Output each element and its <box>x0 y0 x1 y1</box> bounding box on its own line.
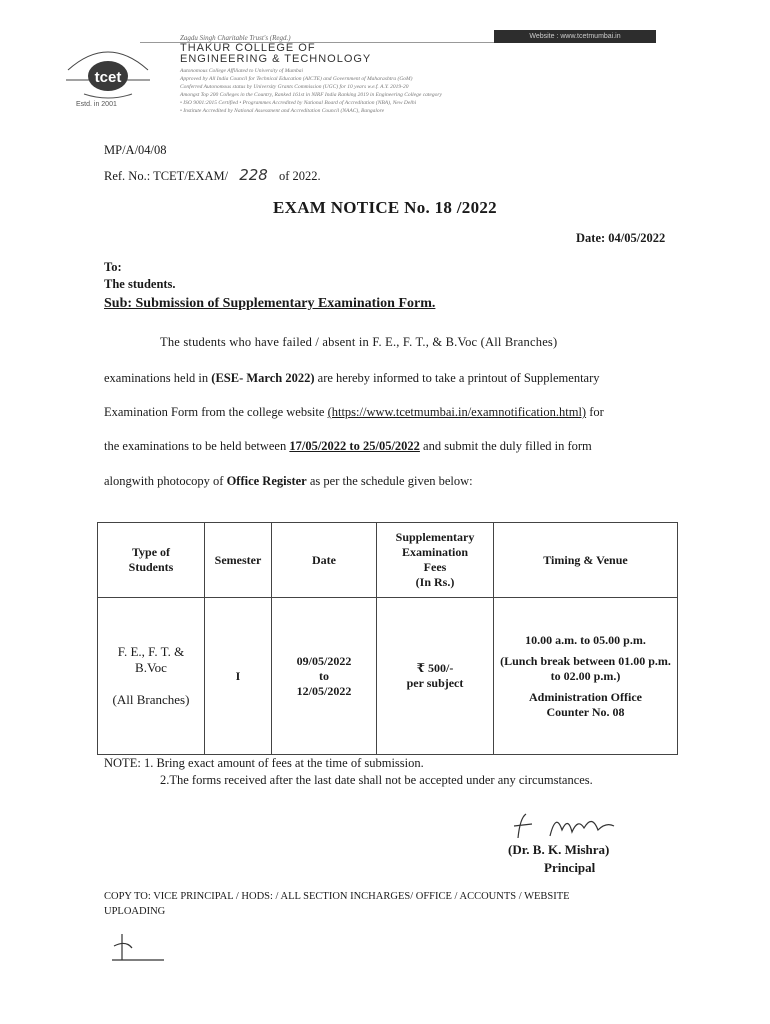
header-text: Supplementary <box>395 530 475 544</box>
cell-text: 09/05/2022 <box>296 653 352 668</box>
header-text: Students <box>128 560 174 574</box>
cell-text: to <box>319 668 329 683</box>
signatory-designation: Principal <box>544 860 596 875</box>
venue-text: Administration Office <box>529 689 642 704</box>
body-line-1: The students who have failed / absent in F. E., F. T., & B.Voc (All Branches) <box>160 335 558 349</box>
note-item-2: 2.The forms received after the last date shall not be accepted under any circumstances. <box>160 773 593 787</box>
body-line-2 <box>104 371 600 386</box>
initials-mark-icon <box>108 930 168 966</box>
college-logo <box>64 40 152 104</box>
timing-text: 10.00 a.m. to 05.00 p.m. <box>525 632 646 647</box>
exam-session: (ESE- March 2022) <box>211 371 315 385</box>
signatory-name: (Dr. B. K. Mishra) <box>508 842 610 857</box>
cell-text: F. E., F. T. & <box>117 644 185 659</box>
body-line-5 <box>104 474 473 489</box>
established-text: Estd. in 2001 <box>76 101 117 108</box>
cell-text: B.Voc <box>135 660 167 675</box>
header-type <box>98 523 205 598</box>
body-text: Examination Form from the college website <box>104 405 328 419</box>
cell-text: ₹ 500/- <box>416 661 454 675</box>
accreditation-line: • ISO 9001:2015 Certified • Programmes Accredited by National Board of Accreditation (NBA), New Delhi <box>180 100 417 106</box>
to-label: To: <box>104 260 122 274</box>
cell-semester: I <box>205 598 272 755</box>
subject-line: Sub: Submission of Supplementary Examination Form. <box>104 296 436 311</box>
cell-date <box>272 598 377 755</box>
website-bar: Website : www.tcetmumbai.in <box>494 30 656 43</box>
body-text: the examinations to be held between <box>104 439 290 453</box>
logo-text: tcet <box>94 69 122 86</box>
cell-fees <box>377 598 494 755</box>
recipient: The students. <box>104 277 176 291</box>
notice-title: EXAM NOTICE No. 18 /2022 <box>273 198 497 217</box>
lunch-text: (Lunch break between 01.00 p.m. to 02.00 p.m.) <box>500 653 671 683</box>
copy-to-line: COPY TO: VICE PRINCIPAL / HODS: / ALL SECTION INCHARGES/ OFFICE / ACCOUNTS / WEBSITE <box>104 891 570 902</box>
header-text: Examination <box>401 545 468 559</box>
note-item-1 <box>104 756 424 771</box>
college-name <box>180 43 371 65</box>
header-date: Date <box>272 523 377 598</box>
accreditation-line: Amongst Top 200 Colleges in the Country, Ranked 161st in NIRF India Ranking 2019 in Engineering College category <box>180 92 442 98</box>
body-line-3 <box>104 405 604 420</box>
cell-type <box>98 598 205 755</box>
body-text: and submit the duly filled in form <box>419 439 592 453</box>
accreditation-line: • Institute Accredited by National Assessment and Accreditation Council (NAAC), Bangalore <box>180 108 385 114</box>
cell-text: 12/05/2022 <box>296 683 352 698</box>
header-text: (In Rs.) <box>415 575 455 589</box>
notice-date: Date: 04/05/2022 <box>576 231 666 245</box>
body-line-4 <box>104 439 592 454</box>
reference-prefix: Ref. No.: TCET/EXAM/ <box>104 169 229 183</box>
document-code: MP/A/04/08 <box>104 143 167 157</box>
venue-text: Counter No. 08 <box>546 704 625 719</box>
note-text: 1. Bring exact amount of fees at the time of submission. <box>143 756 424 770</box>
copy-to-line: UPLOADING <box>104 906 166 917</box>
office-register: Office Register <box>226 474 307 488</box>
header-semester: Semester <box>205 523 272 598</box>
exam-dates: 17/05/2022 to 25/05/2022 <box>289 439 420 453</box>
trust-line: Zagdu Singh Charitable Trust's (Regd.) <box>180 34 291 42</box>
table-header-row <box>98 523 678 598</box>
cell-text: per subject <box>406 676 464 690</box>
website-link[interactable]: (https://www.tcetmumbai.in/examnotification.html) <box>327 405 587 419</box>
table-row <box>98 598 678 755</box>
body-text: are hereby informed to take a printout of Supplementary <box>314 371 600 385</box>
header-timing-venue: Timing & Venue <box>494 523 678 598</box>
body-text: for <box>586 405 604 419</box>
schedule-table <box>97 522 678 755</box>
header-text: Type of <box>131 545 171 559</box>
reference-suffix: of 2022. <box>278 169 321 183</box>
body-text: examinations held in <box>104 371 212 385</box>
accreditation-line: Autonomous College Affiliated to University of Mumbai <box>180 68 304 74</box>
header-fees <box>377 523 494 598</box>
header-text: Fees <box>423 560 447 574</box>
reference-handwritten-number: 228 <box>239 166 268 184</box>
reference-number <box>104 166 321 184</box>
note-label: NOTE: <box>104 756 141 770</box>
body-text: as per the schedule given below: <box>306 474 473 488</box>
accreditation-line: Approved by All India Council for Technical Education (AICTE) and Government of Maharashtra (GoM) <box>180 76 413 82</box>
college-name-line2: ENGINEERING & TECHNOLOGY <box>180 53 372 65</box>
cell-timing-venue <box>494 598 678 755</box>
accreditation-line: Conferred Autonomous status by University Grants Commission (UGC) for 10 years w.e.f. A.Y. 2019-20 <box>180 84 409 90</box>
body-text: alongwith photocopy of <box>104 474 227 488</box>
cell-text: (All Branches) <box>112 692 190 707</box>
college-name-line1: THAKUR COLLEGE OF <box>180 42 316 54</box>
